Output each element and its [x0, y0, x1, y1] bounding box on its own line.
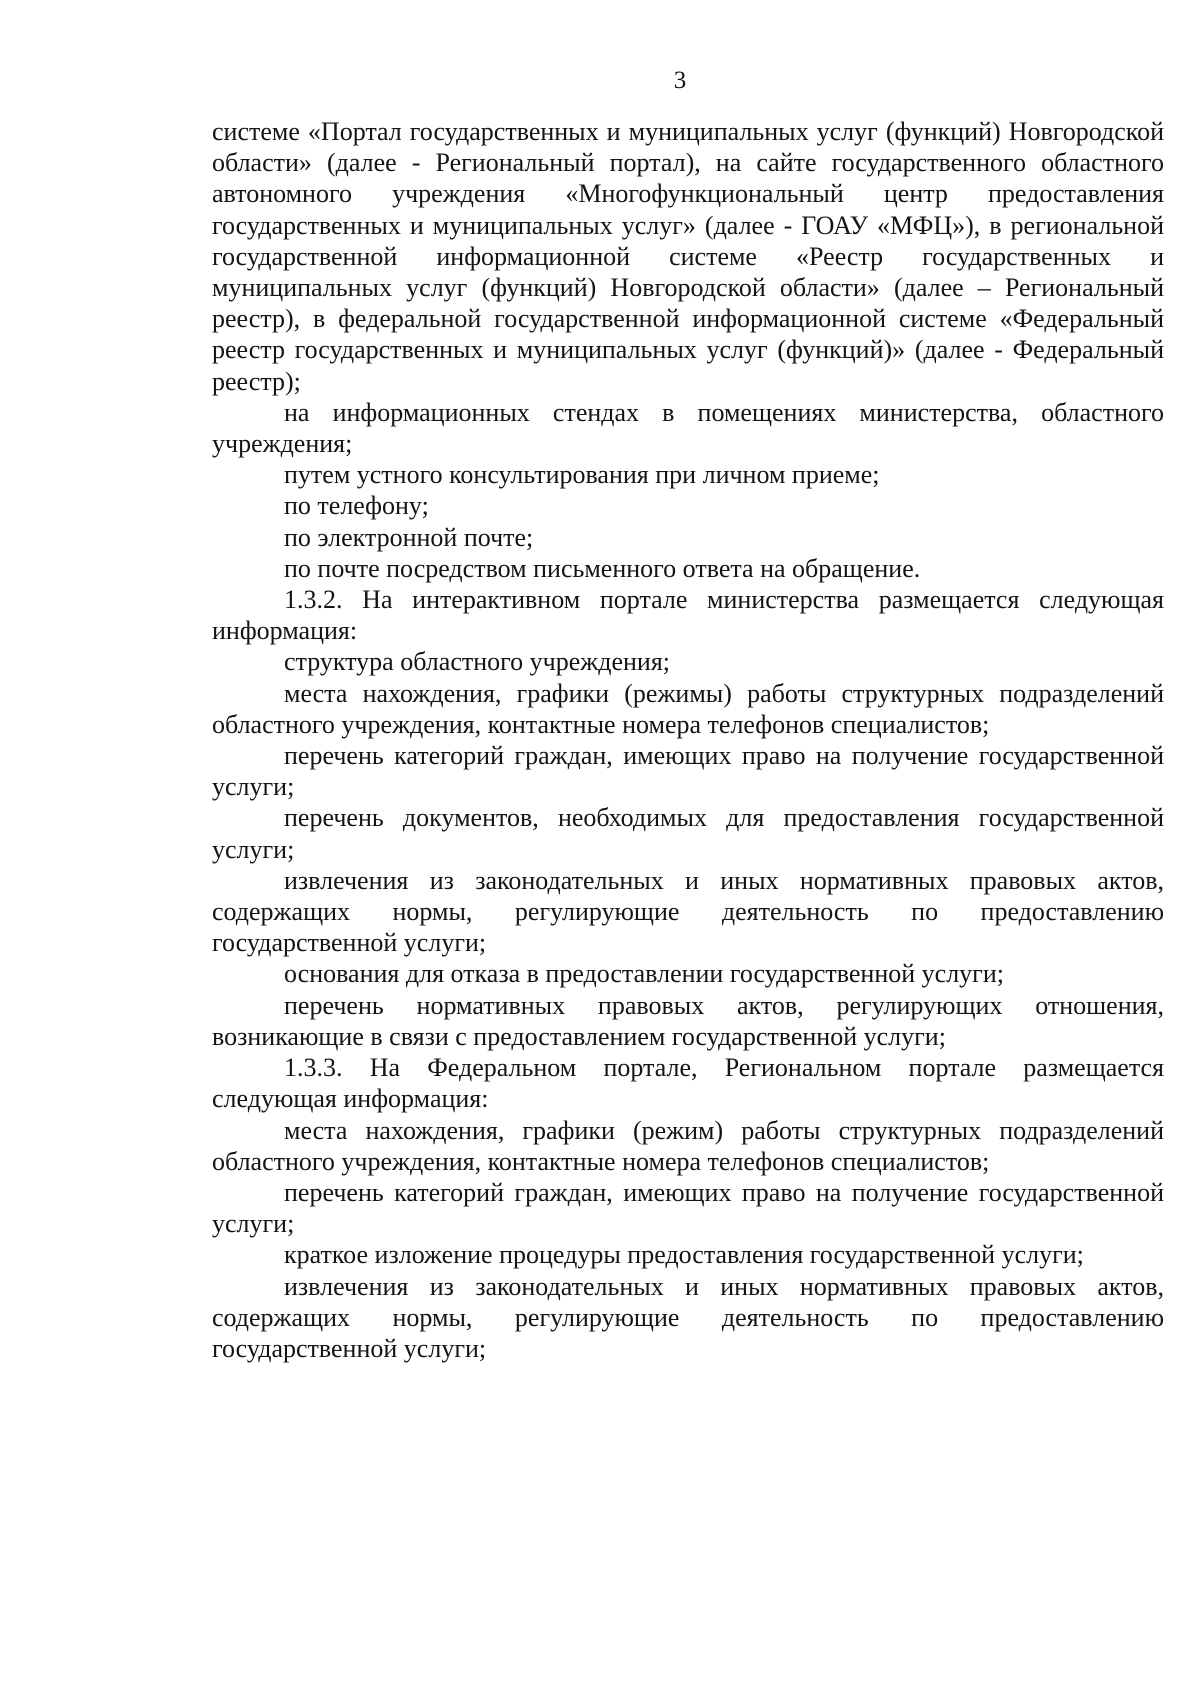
paragraph: 1.3.2. На интерактивном портале министерства размещается следующая информация: [212, 585, 1164, 646]
paragraph: места нахождения, графики (режимы) работы структурных подразделений областного учреждения, контактные номера телефонов специалистов; [212, 678, 1164, 739]
paragraph: по телефону; [284, 491, 429, 521]
paragraph: системе «Портал государственных и муниципальных услуг (функций) Новгородской области» (далее - Региональный портал), на сайте государственного областного автономного учреждения «Многофункциональный центр предоставления государственных и муниципальных услуг» (далее - ГОАУ «МФЦ»), в региональной государственной информационной системе «Реестр государственных и муниципальных услуг (функций) Новгородской области» (далее – Региональный реестр), в федеральной государственной информационной системе «Федеральный реестр государственных и муниципальных услуг (функций)» (далее - Федеральный реестр); [212, 117, 1164, 396]
paragraph: извлечения из законодательных и иных нормативных правовых актов, содержащих нормы, регулирующие деятельность по предоставлению государственной услуги; [212, 865, 1164, 958]
paragraph: путем устного консультирования при личном приеме; [284, 460, 880, 490]
paragraph: на информационных стендах в помещениях министерства, областного учреждения; [212, 397, 1164, 459]
paragraph: по электронной почте; [284, 522, 534, 552]
paragraph: перечень категорий граждан, имеющих право на получение государственной услуги; [212, 741, 1164, 802]
document-body [212, 116, 1164, 1364]
paragraph: места нахождения, графики (режим) работы структурных подразделений областного учреждения, контактные номера телефонов специалистов; [212, 1115, 1164, 1176]
paragraph: перечень документов, необходимых для предоставления государственной услуги; [212, 803, 1164, 864]
paragraph: по почте посредством письменного ответа на обращение. [284, 553, 921, 583]
paragraph: структура областного учреждения; [284, 647, 671, 677]
paragraph: 1.3.3. На Федеральном портале, Региональном портале размещается следующая информация: [212, 1053, 1164, 1114]
paragraph: перечень нормативных правовых актов, регулирующих отношения, возникающие в связи с предоставлением государственной услуги; [212, 990, 1164, 1051]
paragraph: перечень категорий граждан, имеющих право на получение государственной услуги; [212, 1177, 1164, 1239]
paragraph: извлечения из законодательных и иных нормативных правовых актов, содержащих нормы, регулирующие деятельность по предоставлению государственной услуги; [212, 1271, 1164, 1363]
paragraph: краткое изложение процедуры предоставления государственной услуги; [284, 1240, 1084, 1270]
page-number: 3 [673, 67, 687, 94]
paragraph: основания для отказа в предоставлении государственной услуги; [284, 959, 1004, 989]
